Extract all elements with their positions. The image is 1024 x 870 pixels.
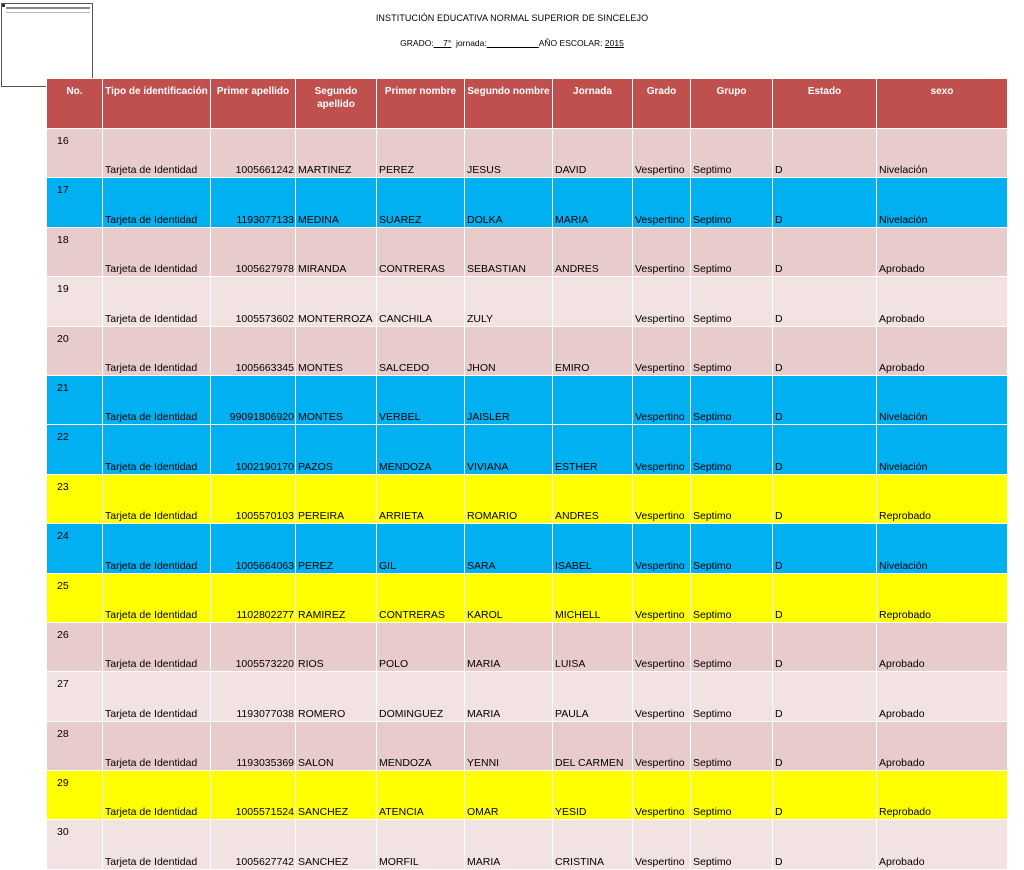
cell-no: 21 <box>47 375 103 424</box>
cell-primer-apellido: MEDINA <box>296 178 377 227</box>
table-row <box>47 672 1008 721</box>
table-row <box>47 129 1008 178</box>
cell-segundo-apellido: VERBEL <box>377 375 465 424</box>
cell-grado: Septimo <box>691 425 773 474</box>
cell-segundo-apellido: SALCEDO <box>377 326 465 375</box>
table-row <box>47 622 1008 671</box>
cell-segundo-apellido: GIL <box>377 524 465 573</box>
cell-estado: Nivelación <box>877 375 1008 424</box>
cell-grado: Septimo <box>691 721 773 770</box>
cell-segundo-apellido: CONTRERAS <box>377 227 465 276</box>
cell-no: 25 <box>47 573 103 622</box>
cell-tipo-identificacion: Tarjeta de Identidad <box>103 227 211 276</box>
header-primer-nombre: Primer nombre <box>377 79 465 129</box>
cell-id-primer-apellido: 1005571524 <box>211 771 296 820</box>
cell-grado: Septimo <box>691 277 773 326</box>
cell-grupo: D <box>773 524 877 573</box>
cell-primer-apellido: MIRANDA <box>296 227 377 276</box>
cell-no: 26 <box>47 622 103 671</box>
cell-grado: Septimo <box>691 129 773 178</box>
jornada-label: jornada: <box>456 38 487 48</box>
cell-id-primer-apellido: 1005627742 <box>211 820 296 869</box>
cell-segundo-nombre: YESID <box>553 771 633 820</box>
anio-label: AÑO ESCOLAR: <box>538 38 603 48</box>
cell-jornada: Vespertino <box>633 573 691 622</box>
cell-primer-apellido: PEREZ <box>296 524 377 573</box>
cell-jornada: Vespertino <box>633 178 691 227</box>
document-subtitle <box>0 38 1024 48</box>
cell-tipo-identificacion: Tarjeta de Identidad <box>103 524 211 573</box>
cell-primer-nombre: SEBASTIAN <box>465 227 553 276</box>
cell-grado: Septimo <box>691 672 773 721</box>
cell-segundo-apellido: CONTRERAS <box>377 573 465 622</box>
cell-grupo: D <box>773 129 877 178</box>
cell-grado: Septimo <box>691 474 773 523</box>
cell-tipo-identificacion: Tarjeta de Identidad <box>103 721 211 770</box>
cell-segundo-nombre <box>553 375 633 424</box>
cell-grado: Septimo <box>691 375 773 424</box>
cell-tipo-identificacion: Tarjeta de Identidad <box>103 326 211 375</box>
cell-segundo-nombre: DAVID <box>553 129 633 178</box>
cell-primer-nombre: OMAR <box>465 771 553 820</box>
header-segundo-nombre: Segundo nombre <box>465 79 553 129</box>
cell-id-primer-apellido: 1002190170 <box>211 425 296 474</box>
cell-jornada: Vespertino <box>633 820 691 869</box>
cell-primer-nombre: MARIA <box>465 622 553 671</box>
cell-estado: Nivelación <box>877 425 1008 474</box>
cell-id-primer-apellido: 1005570103 <box>211 474 296 523</box>
cell-primer-apellido: SANCHEZ <box>296 771 377 820</box>
cell-segundo-nombre: CRISTINA <box>553 820 633 869</box>
cell-estado: Aprobado <box>877 326 1008 375</box>
cell-primer-apellido: MONTERROZA <box>296 277 377 326</box>
cell-segundo-nombre: ESTHER <box>553 425 633 474</box>
cell-tipo-identificacion: Tarjeta de Identidad <box>103 129 211 178</box>
cell-primer-apellido: MARTINEZ <box>296 129 377 178</box>
cell-primer-nombre: MARIA <box>465 820 553 869</box>
cell-segundo-apellido: DOMINGUEZ <box>377 672 465 721</box>
cell-segundo-nombre: EMIRO <box>553 326 633 375</box>
cell-jornada: Vespertino <box>633 129 691 178</box>
cell-grupo: D <box>773 178 877 227</box>
cell-primer-nombre: JESUS <box>465 129 553 178</box>
cell-estado: Nivelación <box>877 178 1008 227</box>
table-row <box>47 326 1008 375</box>
header-estado: Estado <box>773 79 877 129</box>
cell-grado: Septimo <box>691 771 773 820</box>
cell-estado: Reprobado <box>877 573 1008 622</box>
cell-grupo: D <box>773 672 877 721</box>
cell-segundo-apellido: SUAREZ <box>377 178 465 227</box>
cell-tipo-identificacion: Tarjeta de Identidad <box>103 178 211 227</box>
cell-tipo-identificacion: Tarjeta de Identidad <box>103 672 211 721</box>
cell-estado: Aprobado <box>877 622 1008 671</box>
table-row <box>47 820 1008 869</box>
cell-primer-apellido: PEREIRA <box>296 474 377 523</box>
cell-segundo-nombre: LUISA <box>553 622 633 671</box>
cell-id-primer-apellido: 1005663345 <box>211 326 296 375</box>
cell-grupo: D <box>773 622 877 671</box>
header-tipo-identificacion: Tipo de identificación <box>103 79 211 129</box>
table-row <box>47 573 1008 622</box>
cell-estado: Reprobado <box>877 771 1008 820</box>
document-title: INSTITUCIÓN EDUCATIVA NORMAL SUPERIOR DE SINCELEJO <box>375 13 649 23</box>
cell-id-primer-apellido: 1193035369 <box>211 721 296 770</box>
cell-primer-apellido: SALON <box>296 721 377 770</box>
cell-primer-nombre: ROMARIO <box>465 474 553 523</box>
cell-grado: Septimo <box>691 820 773 869</box>
cell-primer-apellido: MONTES <box>296 326 377 375</box>
cell-primer-nombre: MARIA <box>465 672 553 721</box>
cell-primer-nombre: SARA <box>465 524 553 573</box>
cell-no: 28 <box>47 721 103 770</box>
cell-segundo-nombre: ISABEL <box>553 524 633 573</box>
cell-jornada: Vespertino <box>633 375 691 424</box>
cell-tipo-identificacion: Tarjeta de Identidad <box>103 375 211 424</box>
cell-jornada: Vespertino <box>633 771 691 820</box>
table-row <box>47 178 1008 227</box>
cell-primer-apellido: ROMERO <box>296 672 377 721</box>
cell-jornada: Vespertino <box>633 622 691 671</box>
cell-segundo-nombre: DEL CARMEN <box>553 721 633 770</box>
cell-grado: Septimo <box>691 573 773 622</box>
cell-segundo-nombre: MICHELL <box>553 573 633 622</box>
cell-grupo: D <box>773 425 877 474</box>
cell-primer-nombre: DOLKA <box>465 178 553 227</box>
header-jornada: Jornada <box>553 79 633 129</box>
cell-grupo: D <box>773 326 877 375</box>
cell-segundo-nombre: PAULA <box>553 672 633 721</box>
cell-id-primer-apellido: 1005627978 <box>211 227 296 276</box>
grado-value: __7° <box>433 38 452 48</box>
cell-jornada: Vespertino <box>633 474 691 523</box>
table-row <box>47 524 1008 573</box>
cell-grado: Septimo <box>691 622 773 671</box>
cell-primer-apellido: SANCHEZ <box>296 820 377 869</box>
cell-tipo-identificacion: Tarjeta de Identidad <box>103 622 211 671</box>
cell-no: 17 <box>47 178 103 227</box>
cell-estado: Aprobado <box>877 820 1008 869</box>
header-grupo: Grupo <box>691 79 773 129</box>
cell-grupo: D <box>773 277 877 326</box>
cell-grado: Septimo <box>691 227 773 276</box>
cell-no: 22 <box>47 425 103 474</box>
cell-id-primer-apellido: 1193077038 <box>211 672 296 721</box>
cell-tipo-identificacion: Tarjeta de Identidad <box>103 425 211 474</box>
cell-segundo-nombre: MARIA <box>553 178 633 227</box>
students-table <box>46 78 1008 870</box>
cell-id-primer-apellido: 99091806920 <box>211 375 296 424</box>
cell-no: 27 <box>47 672 103 721</box>
cell-primer-nombre: ZULY <box>465 277 553 326</box>
cell-primer-nombre: JHON <box>465 326 553 375</box>
cell-id-primer-apellido: 1005573602 <box>211 277 296 326</box>
cell-primer-apellido: RAMIREZ <box>296 573 377 622</box>
cell-id-primer-apellido: 1005661242 <box>211 129 296 178</box>
cell-segundo-apellido: MENDOZA <box>377 721 465 770</box>
cell-segundo-apellido: CANCHILA <box>377 277 465 326</box>
cell-segundo-nombre: ANDRES <box>553 474 633 523</box>
cell-no: 23 <box>47 474 103 523</box>
table-row <box>47 771 1008 820</box>
cell-grupo: D <box>773 573 877 622</box>
logo-mark <box>2 4 5 7</box>
table-row <box>47 721 1008 770</box>
table-row <box>47 425 1008 474</box>
cell-estado: Reprobado <box>877 474 1008 523</box>
jornada-value: ___________ <box>486 38 539 48</box>
cell-no: 16 <box>47 129 103 178</box>
table-row <box>47 375 1008 424</box>
cell-grado: Septimo <box>691 326 773 375</box>
cell-jornada: Vespertino <box>633 672 691 721</box>
cell-segundo-apellido: POLO <box>377 622 465 671</box>
cell-no: 19 <box>47 277 103 326</box>
cell-jornada: Vespertino <box>633 425 691 474</box>
cell-estado: Aprobado <box>877 672 1008 721</box>
cell-segundo-apellido: PEREZ <box>377 129 465 178</box>
anio-value: 2015 <box>604 38 624 48</box>
cell-grado: Septimo <box>691 178 773 227</box>
cell-estado: Aprobado <box>877 227 1008 276</box>
cell-jornada: Vespertino <box>633 277 691 326</box>
cell-segundo-nombre <box>553 277 633 326</box>
cell-tipo-identificacion: Tarjeta de Identidad <box>103 277 211 326</box>
cell-grupo: D <box>773 771 877 820</box>
cell-id-primer-apellido: 1005664063 <box>211 524 296 573</box>
table-row <box>47 474 1008 523</box>
cell-grupo: D <box>773 820 877 869</box>
table-header-row <box>47 79 1008 129</box>
cell-id-primer-apellido: 1193077133 <box>211 178 296 227</box>
cell-grupo: D <box>773 721 877 770</box>
cell-segundo-apellido: MENDOZA <box>377 425 465 474</box>
cell-primer-nombre: JAISLER <box>465 375 553 424</box>
cell-grupo: D <box>773 227 877 276</box>
grado-label: GRADO: <box>400 38 434 48</box>
cell-grupo: D <box>773 474 877 523</box>
table-row <box>47 277 1008 326</box>
cell-estado: Aprobado <box>877 721 1008 770</box>
header-no: No. <box>47 79 103 129</box>
cell-primer-nombre: YENNI <box>465 721 553 770</box>
cell-jornada: Vespertino <box>633 524 691 573</box>
cell-estado: Aprobado <box>877 277 1008 326</box>
cell-primer-apellido: PAZOS <box>296 425 377 474</box>
header-grado: Grado <box>633 79 691 129</box>
cell-segundo-apellido: ATENCIA <box>377 771 465 820</box>
cell-jornada: Vespertino <box>633 227 691 276</box>
cell-segundo-apellido: MORFIL <box>377 820 465 869</box>
cell-primer-apellido: RIOS <box>296 622 377 671</box>
cell-primer-apellido: MONTES <box>296 375 377 424</box>
cell-id-primer-apellido: 1102802277 <box>211 573 296 622</box>
cell-tipo-identificacion: Tarjeta de Identidad <box>103 820 211 869</box>
cell-tipo-identificacion: Tarjeta de Identidad <box>103 474 211 523</box>
cell-grado: Septimo <box>691 524 773 573</box>
cell-no: 18 <box>47 227 103 276</box>
header-primer-apellido: Primer apellido <box>211 79 296 129</box>
cell-primer-nombre: VIVIANA <box>465 425 553 474</box>
cell-no: 20 <box>47 326 103 375</box>
cell-jornada: Vespertino <box>633 326 691 375</box>
cell-jornada: Vespertino <box>633 721 691 770</box>
cell-primer-nombre: KAROL <box>465 573 553 622</box>
header-segundo-apellido: Segundo apellido <box>296 79 377 129</box>
cell-id-primer-apellido: 1005573220 <box>211 622 296 671</box>
cell-segundo-apellido: ARRIETA <box>377 474 465 523</box>
cell-tipo-identificacion: Tarjeta de Identidad <box>103 771 211 820</box>
header-sexo: sexo <box>877 79 1008 129</box>
cell-estado: Nivelación <box>877 129 1008 178</box>
cell-tipo-identificacion: Tarjeta de Identidad <box>103 573 211 622</box>
cell-no: 24 <box>47 524 103 573</box>
table-row <box>47 227 1008 276</box>
cell-estado: Nivelación <box>877 524 1008 573</box>
cell-no: 29 <box>47 771 103 820</box>
cell-segundo-nombre: ANDRES <box>553 227 633 276</box>
cell-grupo: D <box>773 375 877 424</box>
cell-no: 30 <box>47 820 103 869</box>
